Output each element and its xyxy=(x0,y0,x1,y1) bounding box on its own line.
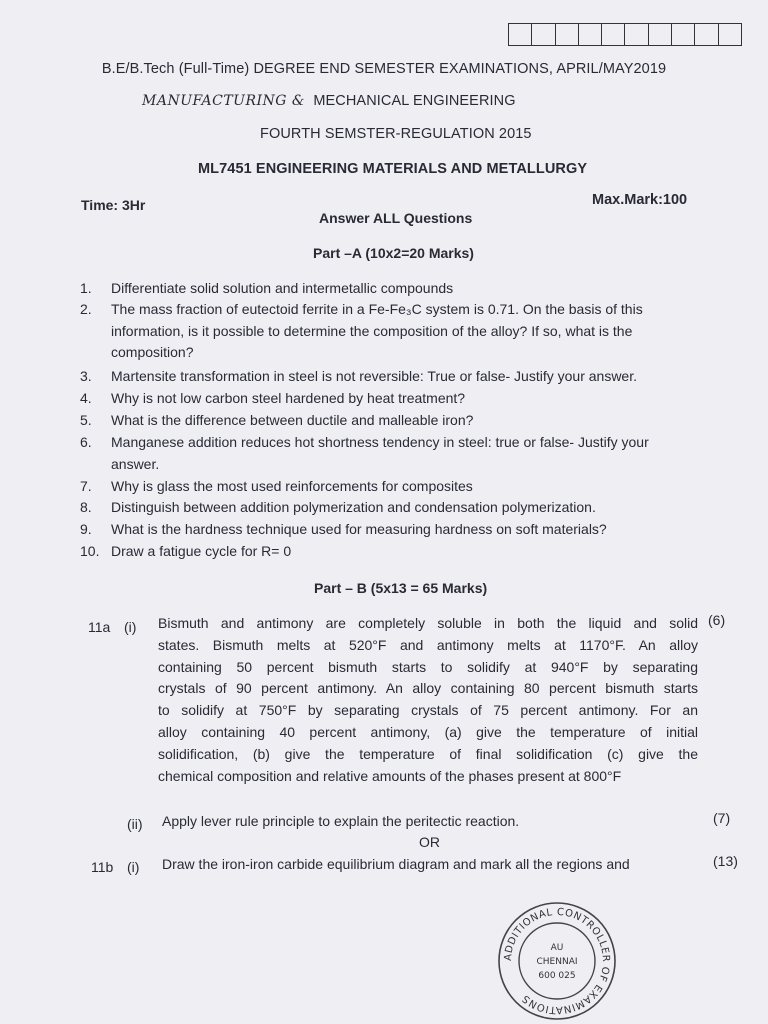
question-item xyxy=(80,366,720,388)
question-text-line: What is the hardness technique used for measuring hardness on soft materials? xyxy=(111,521,607,537)
question-11a-label: 11a xyxy=(88,619,111,635)
question-text-line: The mass fraction of eutectoid ferrite in a Fe-Fe₃C system is 0.71. On the basis of this xyxy=(111,301,643,317)
question-text-line: Why is not low carbon steel hardened by heat treatment? xyxy=(111,390,466,406)
question-number: 7. xyxy=(80,478,92,494)
register-number-box xyxy=(719,24,741,45)
question-number: 9. xyxy=(80,521,92,537)
exam-time: Time: 3Hr xyxy=(81,197,146,213)
question-number: 5. xyxy=(80,412,92,428)
question-text xyxy=(111,410,720,432)
question-text xyxy=(111,497,720,519)
exam-title: B.E/B.Tech (Full-Time) DEGREE END SEMESTER EXAMINATIONS, APRIL/MAY2019 xyxy=(101,61,667,77)
question-text xyxy=(111,432,720,475)
question-11a-line: to solidify at 750°F by separating crystals of 75 percent antimony. For an xyxy=(158,702,698,719)
question-number: 10. xyxy=(80,543,100,559)
question-number: 6. xyxy=(80,434,92,450)
question-text xyxy=(111,541,720,563)
part-a-title: Part –A (10x2=20 Marks) xyxy=(313,245,474,261)
question-item xyxy=(80,497,720,519)
part-b-title: Part – B (5x13 = 65 Marks) xyxy=(314,580,488,596)
question-text-line: Draw a fatigue cycle for R= 0 xyxy=(111,543,292,559)
question-number: 8. xyxy=(80,499,92,515)
question-text-line: composition? xyxy=(111,344,194,360)
question-11a-line: Bismuth and antimony are completely soluble in both the liquid and solid xyxy=(158,615,698,631)
handwritten-department: MANUFACTURING & xyxy=(142,93,305,109)
question-text-line: Martensite transformation in steel is not reversible: True or false- Justify your answer. xyxy=(111,368,637,384)
question-number: 3. xyxy=(80,368,92,384)
question-text-line: answer. xyxy=(111,455,160,472)
question-11b-text: Draw the iron-iron carbide equilibrium diagram and mark all the regions and xyxy=(162,856,630,872)
question-11a-marks-i: (6) xyxy=(708,612,726,628)
question-item xyxy=(80,519,720,541)
question-text xyxy=(111,476,720,498)
stamp-line-pincode: 600 025 xyxy=(538,971,576,981)
question-11a-line: containing 50 percent bismuth starts to solidify at 940°F by separating xyxy=(158,658,698,675)
question-item xyxy=(80,541,720,563)
controller-seal-stamp xyxy=(496,900,618,1022)
question-number: 1. xyxy=(80,280,92,296)
question-text-line: Distinguish between addition polymerization and condensation polymerization. xyxy=(111,499,596,515)
register-number-box xyxy=(509,24,532,45)
question-11a-line: alloy containing 40 percent antimony, (a) give the temperature of initial xyxy=(158,723,698,740)
register-number-boxes xyxy=(508,23,742,46)
course-title: ML7451 ENGINEERING MATERIALS AND METALLURGY xyxy=(198,161,588,177)
question-text-line: What is the difference between ductile and malleable iron? xyxy=(111,412,474,428)
question-item xyxy=(80,388,720,410)
instruction: Answer ALL Questions xyxy=(319,210,473,226)
register-number-box xyxy=(579,24,602,45)
question-text xyxy=(111,366,720,388)
question-11b-sub-i: (i) xyxy=(127,859,140,875)
register-number-box xyxy=(672,24,695,45)
register-number-box xyxy=(556,24,579,45)
question-item xyxy=(80,432,720,475)
question-11a-line: states. Bismuth melts at 520°F and antimony melts at 1170°F. An alloy xyxy=(158,636,698,653)
question-text-line: information, is it possible to determine the composition of the alloy? If so, what is the xyxy=(111,322,633,339)
question-text xyxy=(111,278,720,300)
question-item xyxy=(80,410,720,432)
question-item xyxy=(80,299,720,364)
question-number: 2. xyxy=(80,301,92,317)
question-11a-marks-ii: (7) xyxy=(713,810,731,826)
stamp-line-chennai: CHENNAI xyxy=(536,957,578,967)
question-item xyxy=(80,278,720,300)
question-text-line: Manganese addition reduces hot shortness tendency in steel: true or false- Justify your xyxy=(111,434,649,450)
question-11a-line: crystals of 90 percent antimony. An alloy containing 80 percent bismuth starts xyxy=(158,680,698,697)
stamp-line-au: AU xyxy=(550,943,564,953)
question-11a-sub-i: (i) xyxy=(124,619,137,635)
question-number: 4. xyxy=(80,390,92,406)
semester-line: FOURTH SEMSTER-REGULATION 2015 xyxy=(260,126,532,142)
department-line xyxy=(142,92,516,110)
register-number-box xyxy=(532,24,555,45)
question-11b-label: 11b xyxy=(91,859,114,875)
register-number-box xyxy=(625,24,648,45)
max-marks: Max.Mark:100 xyxy=(592,192,688,208)
question-text xyxy=(111,388,720,410)
question-text-line: Differentiate solid solution and intermetallic compounds xyxy=(111,280,454,296)
department-name: MECHANICAL ENGINEERING xyxy=(313,93,516,109)
question-11a-line: solidification, (b) give the temperature of final solidification (c) give the xyxy=(158,745,698,762)
question-11a-ii-text: Apply lever rule principle to explain the peritectic reaction. xyxy=(162,813,520,829)
question-11a-sub-ii: (ii) xyxy=(127,816,143,832)
register-number-box xyxy=(602,24,625,45)
question-11a-line: chemical composition and relative amounts of the phases present at 800°F xyxy=(158,767,622,784)
question-item xyxy=(80,476,720,498)
question-11a-text xyxy=(158,613,698,787)
question-text-line: Why is glass the most used reinforcements for composites xyxy=(111,478,473,494)
stamp-ring-text: ADDITIONAL CONTROLLER OF EXAMINATIONS xyxy=(502,906,612,1016)
or-separator: OR xyxy=(419,834,440,850)
question-text xyxy=(111,519,720,541)
question-11b-marks: (13) xyxy=(713,853,738,869)
question-text xyxy=(111,299,720,364)
register-number-box xyxy=(695,24,718,45)
register-number-box xyxy=(649,24,672,45)
